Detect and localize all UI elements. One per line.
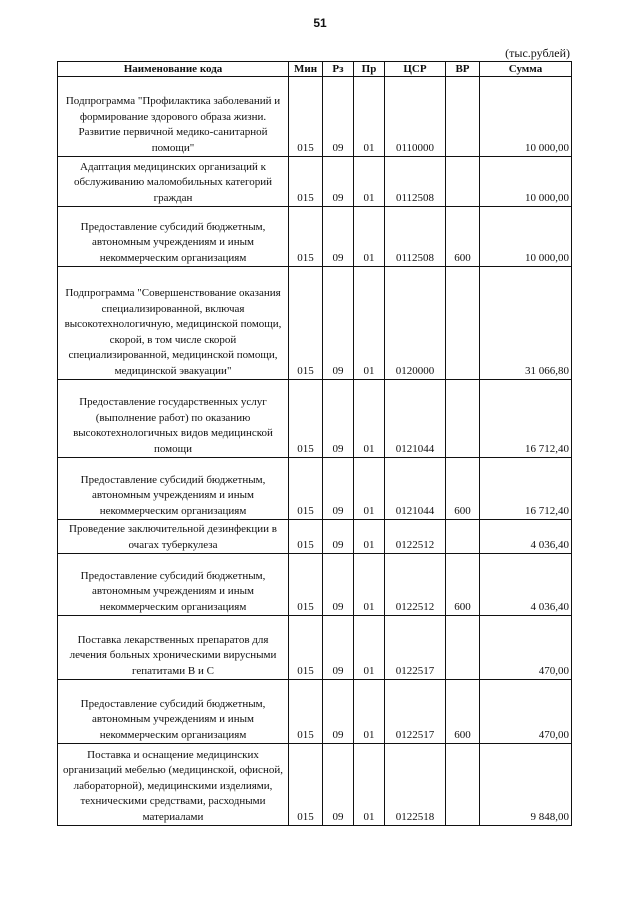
row-min: 015 <box>289 207 323 267</box>
row-csr: 0121044 <box>385 380 446 458</box>
table-row <box>58 157 572 207</box>
table-row <box>58 554 572 616</box>
row-sum: 10 000,00 <box>480 157 572 207</box>
header-row <box>58 62 572 77</box>
row-csr: 0122512 <box>385 554 446 616</box>
row-sum: 10 000,00 <box>480 207 572 267</box>
units-label: (тыс.рублей) <box>505 46 570 60</box>
row-name: Предоставление субсидий бюджетным, автономным учреждениям и иным некоммерческим организациям <box>58 554 289 616</box>
row-csr: 0110000 <box>385 77 446 157</box>
row-sum: 10 000,00 <box>480 77 572 157</box>
table-row <box>58 380 572 458</box>
table-row <box>58 680 572 744</box>
row-csr: 0122517 <box>385 680 446 744</box>
row-rz: 09 <box>323 157 354 207</box>
row-pr: 01 <box>354 744 385 826</box>
row-min: 015 <box>289 157 323 207</box>
header-sum: Сумма <box>480 62 572 77</box>
row-sum: 16 712,40 <box>480 380 572 458</box>
row-rz: 09 <box>323 207 354 267</box>
row-name: Поставка и оснащение медицинских организаций мебелью (медицинской, офисной, лабораторной), медицинскими изделиями, техническими средствами, расходными материалами <box>58 744 289 826</box>
row-sum: 16 712,40 <box>480 458 572 520</box>
row-name: Адаптация медицинских организаций к обслуживанию маломобильных категорий граждан <box>58 157 289 207</box>
row-vr <box>446 157 480 207</box>
row-rz: 09 <box>323 554 354 616</box>
table-row <box>58 77 572 157</box>
row-vr <box>446 267 480 380</box>
row-rz: 09 <box>323 458 354 520</box>
row-pr: 01 <box>354 207 385 267</box>
row-vr <box>446 616 480 680</box>
header-pr: Пр <box>354 62 385 77</box>
row-sum: 4 036,40 <box>480 554 572 616</box>
row-pr: 01 <box>354 680 385 744</box>
row-min: 015 <box>289 458 323 520</box>
row-rz: 09 <box>323 616 354 680</box>
row-vr <box>446 744 480 826</box>
row-rz: 09 <box>323 267 354 380</box>
row-vr <box>446 520 480 554</box>
row-pr: 01 <box>354 554 385 616</box>
row-min: 015 <box>289 554 323 616</box>
row-sum: 31 066,80 <box>480 267 572 380</box>
row-name: Подпрограмма "Совершенствование оказания специализированной, включая высокотехнологичную, медицинской помощи, скорой, в том числе скорой специализированной, медицинской помощи, медицинской эвакуации" <box>58 267 289 380</box>
row-pr: 01 <box>354 520 385 554</box>
row-pr: 01 <box>354 380 385 458</box>
table-row <box>58 744 572 826</box>
row-csr: 0122518 <box>385 744 446 826</box>
row-min: 015 <box>289 380 323 458</box>
row-csr: 0122517 <box>385 616 446 680</box>
row-csr: 0112508 <box>385 157 446 207</box>
header-vr: ВР <box>446 62 480 77</box>
row-vr: 600 <box>446 554 480 616</box>
row-name: Предоставление государственных услуг (выполнение работ) по оказанию высокотехнологичных видов медицинской помощи <box>58 380 289 458</box>
header-csr: ЦСР <box>385 62 446 77</box>
row-rz: 09 <box>323 520 354 554</box>
row-name: Предоставление субсидий бюджетным, автономным учреждениям и иным некоммерческим организациям <box>58 458 289 520</box>
row-name: Проведение заключительной дезинфекции в очагах туберкулеза <box>58 520 289 554</box>
row-csr: 0120000 <box>385 267 446 380</box>
row-rz: 09 <box>323 380 354 458</box>
row-sum: 9 848,00 <box>480 744 572 826</box>
row-vr <box>446 77 480 157</box>
table-row <box>58 207 572 267</box>
row-rz: 09 <box>323 77 354 157</box>
row-pr: 01 <box>354 616 385 680</box>
row-pr: 01 <box>354 77 385 157</box>
row-sum: 470,00 <box>480 680 572 744</box>
row-rz: 09 <box>323 744 354 826</box>
row-min: 015 <box>289 680 323 744</box>
row-vr: 600 <box>446 680 480 744</box>
table-row <box>58 267 572 380</box>
row-csr: 0121044 <box>385 458 446 520</box>
row-min: 015 <box>289 520 323 554</box>
row-name: Поставка лекарственных препаратов для лечения больных хроническими вирусными гепатитами В и С <box>58 616 289 680</box>
page-number: 51 <box>313 16 327 30</box>
row-name: Предоставление субсидий бюджетным, автономным учреждениям и иным некоммерческим организациям <box>58 207 289 267</box>
row-sum: 4 036,40 <box>480 520 572 554</box>
table-row <box>58 616 572 680</box>
row-name: Подпрограмма "Профилактика заболеваний и формирование здорового образа жизни. Развитие первичной медико-санитарной помощи" <box>58 77 289 157</box>
header-rz: Рз <box>323 62 354 77</box>
table-row <box>58 520 572 554</box>
row-min: 015 <box>289 267 323 380</box>
row-pr: 01 <box>354 458 385 520</box>
row-min: 015 <box>289 616 323 680</box>
table-row <box>58 458 572 520</box>
budget-table <box>57 61 572 826</box>
row-min: 015 <box>289 77 323 157</box>
row-vr <box>446 380 480 458</box>
row-pr: 01 <box>354 267 385 380</box>
row-vr: 600 <box>446 458 480 520</box>
header-name: Наименование кода <box>58 62 289 77</box>
row-vr: 600 <box>446 207 480 267</box>
row-name: Предоставление субсидий бюджетным, автономным учреждениям и иным некоммерческим организациям <box>58 680 289 744</box>
row-csr: 0122512 <box>385 520 446 554</box>
row-rz: 09 <box>323 680 354 744</box>
row-pr: 01 <box>354 157 385 207</box>
row-min: 015 <box>289 744 323 826</box>
row-csr: 0112508 <box>385 207 446 267</box>
header-min: Мин <box>289 62 323 77</box>
row-sum: 470,00 <box>480 616 572 680</box>
